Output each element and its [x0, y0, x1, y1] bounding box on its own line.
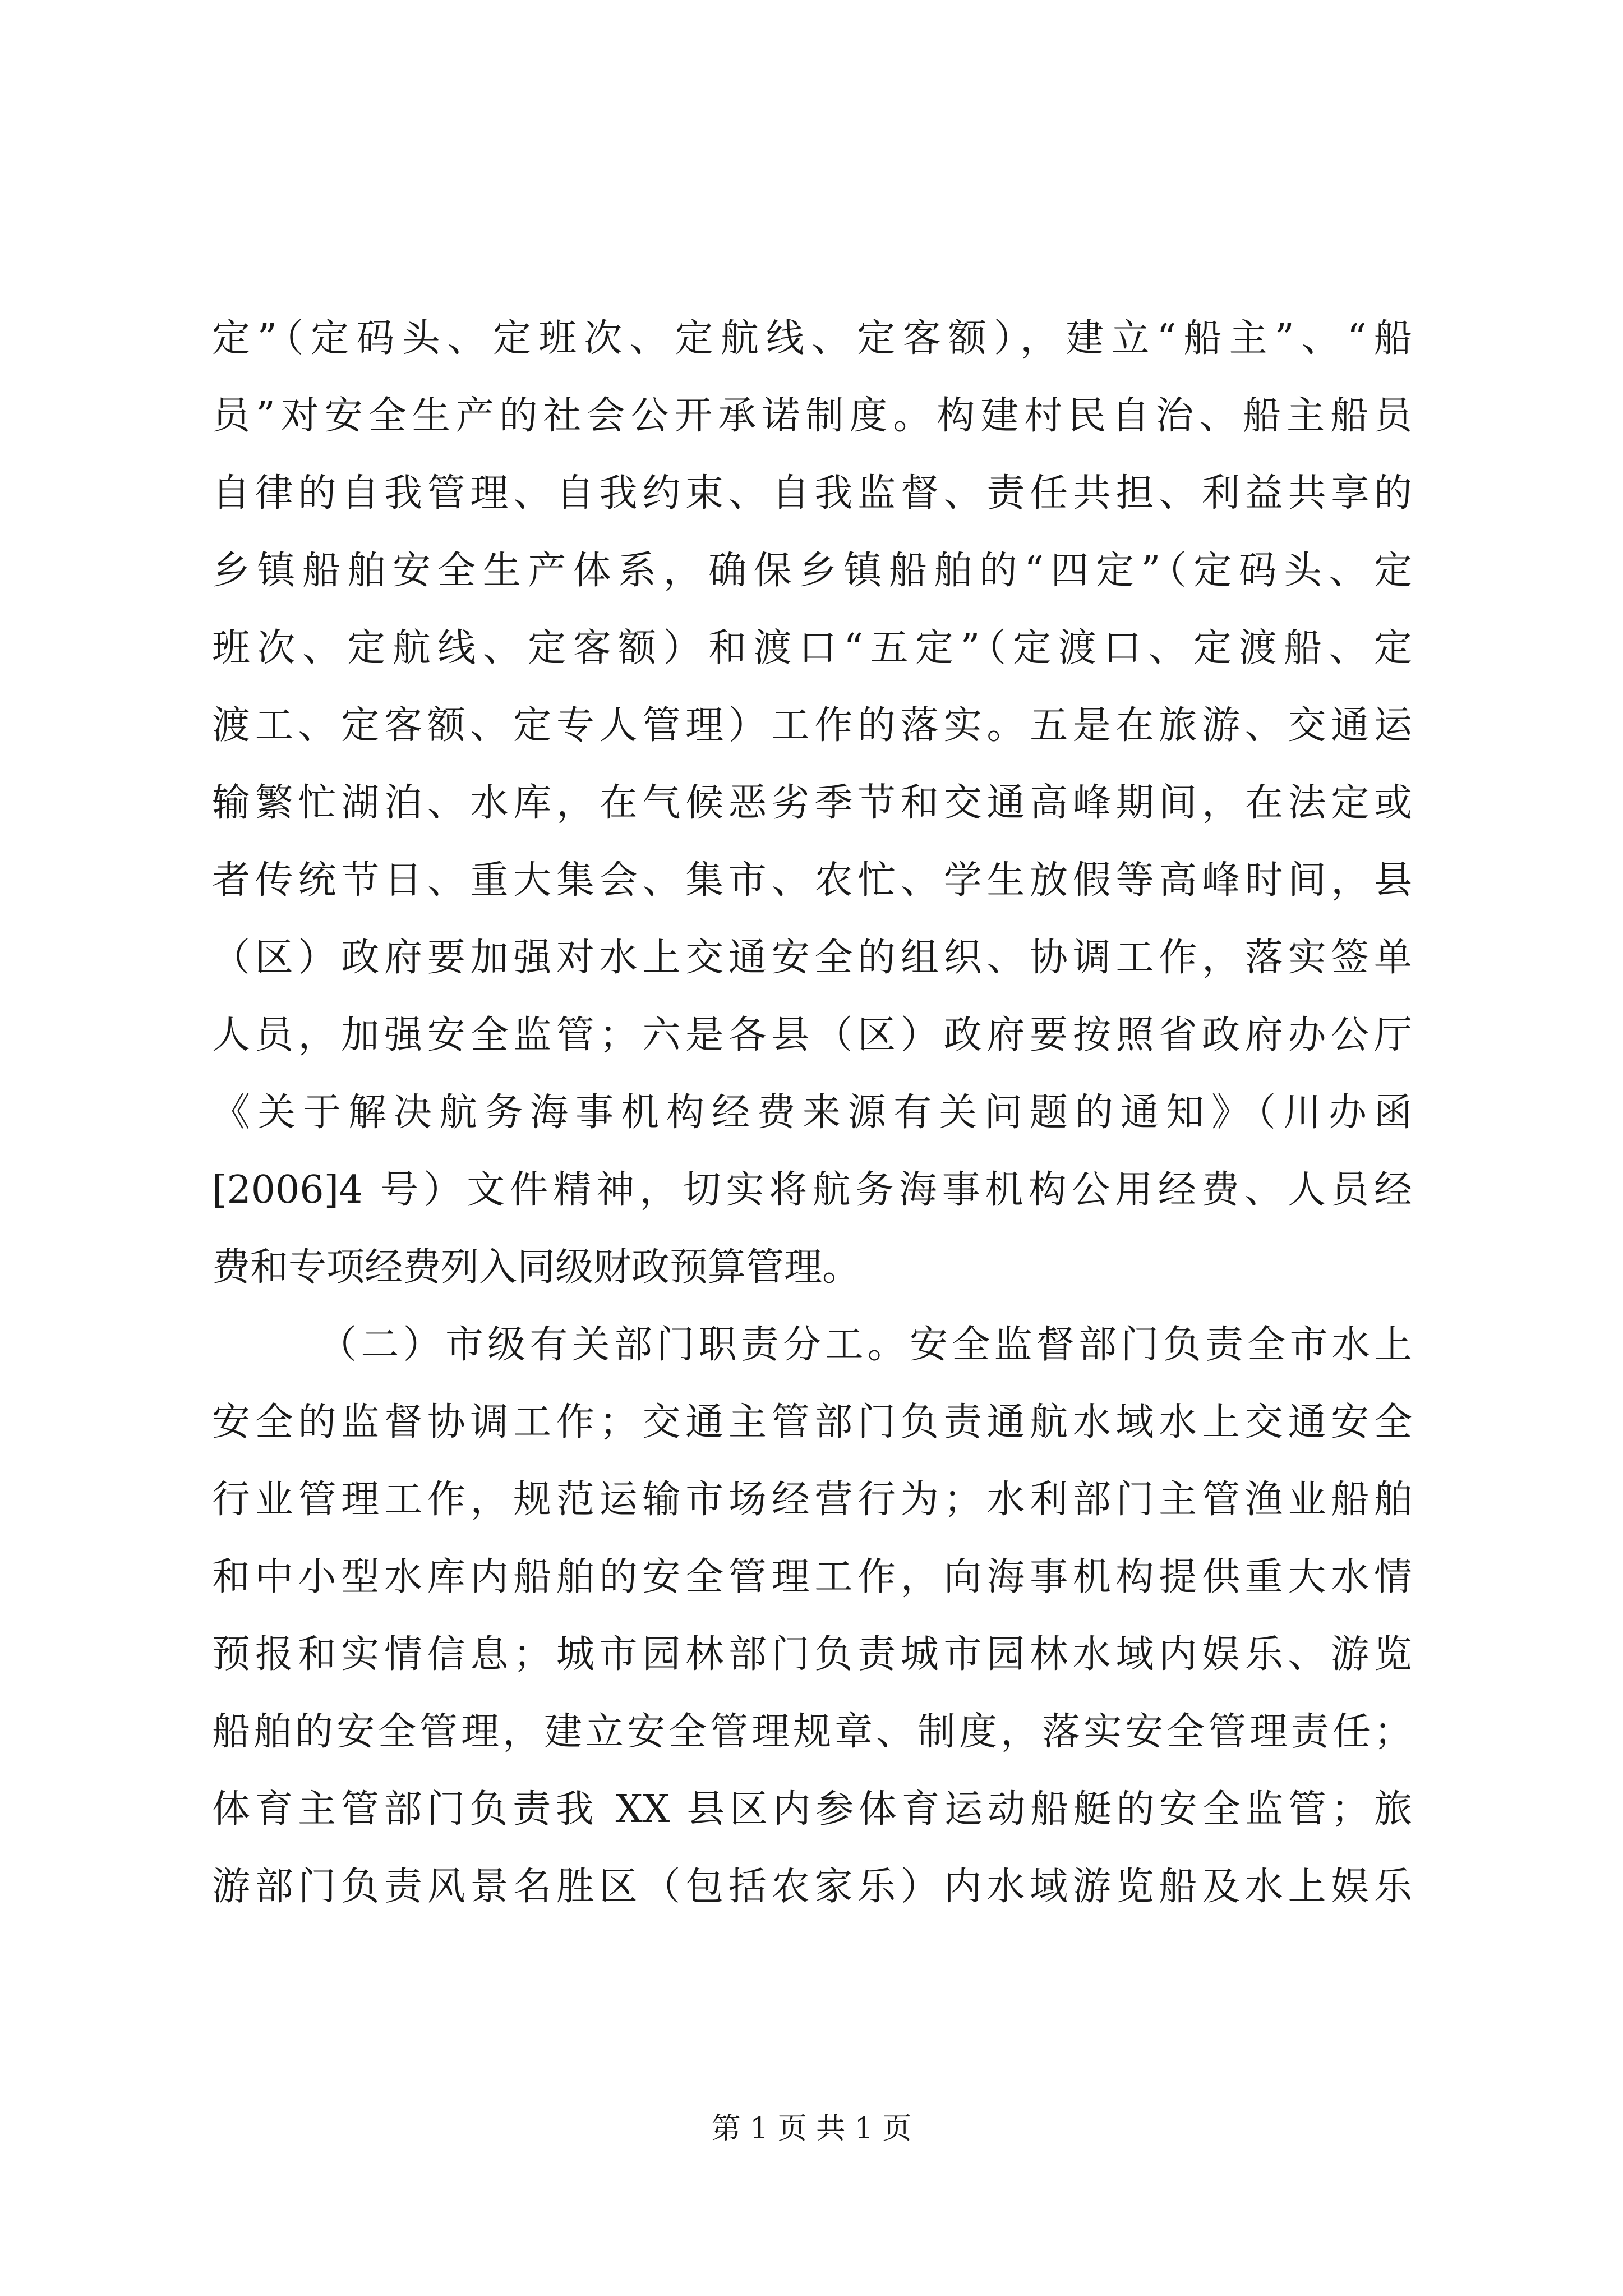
text-line: 班次、定航线、定客额）和渡口“五定”（定渡口、定渡船、定	[212, 626, 1412, 670]
text-line: 员”对安全生产的社会公开承诺制度。构建村民自治、船主船员	[212, 394, 1412, 438]
text-line: 渡工、定客额、定专人管理）工作的落实。五是在旅游、交通运	[212, 703, 1412, 748]
text-line: 自律的自我管理、自我约束、自我监督、责任共担、利益共享的	[212, 471, 1412, 516]
text-line: 安全的监督协调工作；交通主管部门负责通航水域水上交通安全	[212, 1400, 1412, 1444]
text-line: 者传统节日、重大集会、集市、农忙、学生放假等高峰时间，县	[212, 858, 1412, 903]
text-line: 船舶的安全管理，建立安全管理规章、制度，落实安全管理责任；	[212, 1710, 1412, 1754]
text-line: （二）市级有关部门职责分工。安全监督部门负责全市水上	[319, 1323, 1412, 1367]
text-line: 体育主管部门负责我 XX 县区内参体育运动船艇的安全监管；旅	[212, 1787, 1412, 1832]
text-line: 和中小型水库内船舶的安全管理工作，向海事机构提供重大水情	[212, 1555, 1412, 1599]
text-line: [2006]4 号）文件精神，切实将航务海事机构公用经费、人员经	[212, 1168, 1412, 1212]
text-line: 费和专项经费列入同级财政预算管理。	[212, 1245, 861, 1290]
text-line: 《关于解决航务海事机构经费来源有关问题的通知》（川办函	[212, 1091, 1412, 1135]
text-line: 乡镇船舶安全生产体系，确保乡镇船舶的“四定”（定码头、定	[212, 549, 1412, 593]
text-line: 人员，加强安全监管；六是各县（区）政府要按照省政府办公厅	[212, 1013, 1412, 1057]
text-line: （区）政府要加强对水上交通安全的组织、协调工作，落实签单	[212, 936, 1412, 980]
text-line: 输繁忙湖泊、水库，在气候恶劣季节和交通高峰期间，在法定或	[212, 781, 1412, 825]
text-line: 游部门负责风景名胜区（包括农家乐）内水域游览船及水上娱乐	[212, 1865, 1412, 1909]
text-line: 定”（定码头、定班次、定航线、定客额），建立“船主”、“船	[212, 316, 1412, 361]
document-body	[212, 300, 1412, 1926]
page-number-label: 第 1 页 共 1 页	[711, 2112, 912, 2146]
text-line: 预报和实情信息；城市园林部门负责城市园林水域内娱乐、游览	[212, 1632, 1412, 1677]
text-line: 行业管理工作，规范运输市场经营行为；水利部门主管渔业船舶	[212, 1478, 1412, 1522]
page-footer	[0, 2109, 1623, 2148]
